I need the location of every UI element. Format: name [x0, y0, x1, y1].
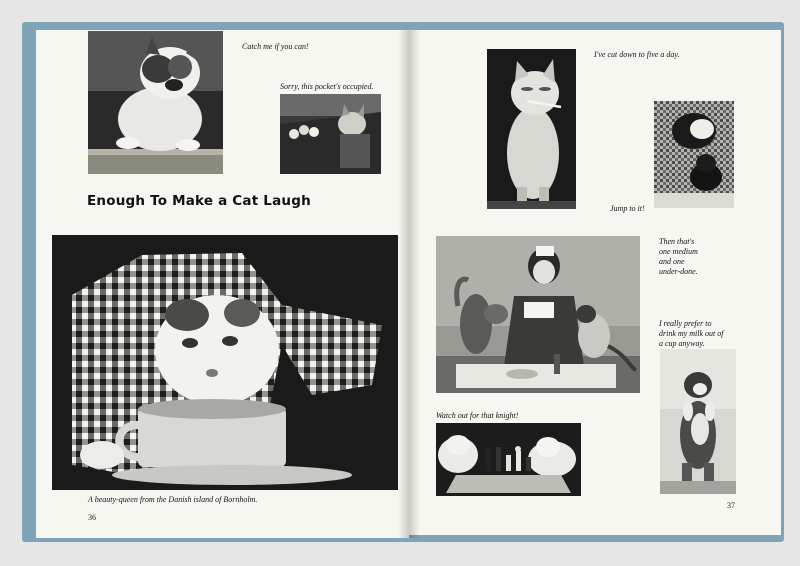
left-page	[36, 30, 409, 538]
page-number-left: 36	[88, 513, 96, 522]
right-page	[409, 30, 781, 535]
photo-standing-kitten	[660, 349, 736, 494]
photo-cat-cigarette	[487, 49, 576, 209]
caption-milk-cup: I really prefer to drink my milk out of a cup anyway.	[659, 319, 724, 348]
photo-cat-headscarf	[52, 235, 398, 490]
page-number-right: 37	[727, 501, 735, 510]
photo-yawning-kitten	[88, 31, 223, 174]
photo-cats-chess	[436, 423, 581, 496]
caption-five-a-day: I've cut down to five a day.	[594, 50, 680, 59]
photo-woman-feeding-cats	[436, 236, 640, 393]
caption-medium-underdone: Then that's one medium and one under-done.	[659, 237, 698, 276]
caption-jump-to-it: Jump to it!	[610, 204, 645, 213]
photo-jumping-kittens	[654, 101, 734, 208]
caption-catch-me: Catch me if you can!	[242, 42, 309, 51]
page-title: Enough To Make a Cat Laugh	[87, 193, 311, 209]
caption-beauty-queen: A beauty-queen from the Danish island of Bornholm.	[88, 495, 258, 504]
book-gutter	[398, 30, 420, 538]
caption-knight: Watch out for that knight!	[436, 411, 519, 420]
caption-pocket: Sorry, this pocket's occupied.	[280, 82, 374, 91]
photo-pocket-cat	[280, 94, 381, 174]
